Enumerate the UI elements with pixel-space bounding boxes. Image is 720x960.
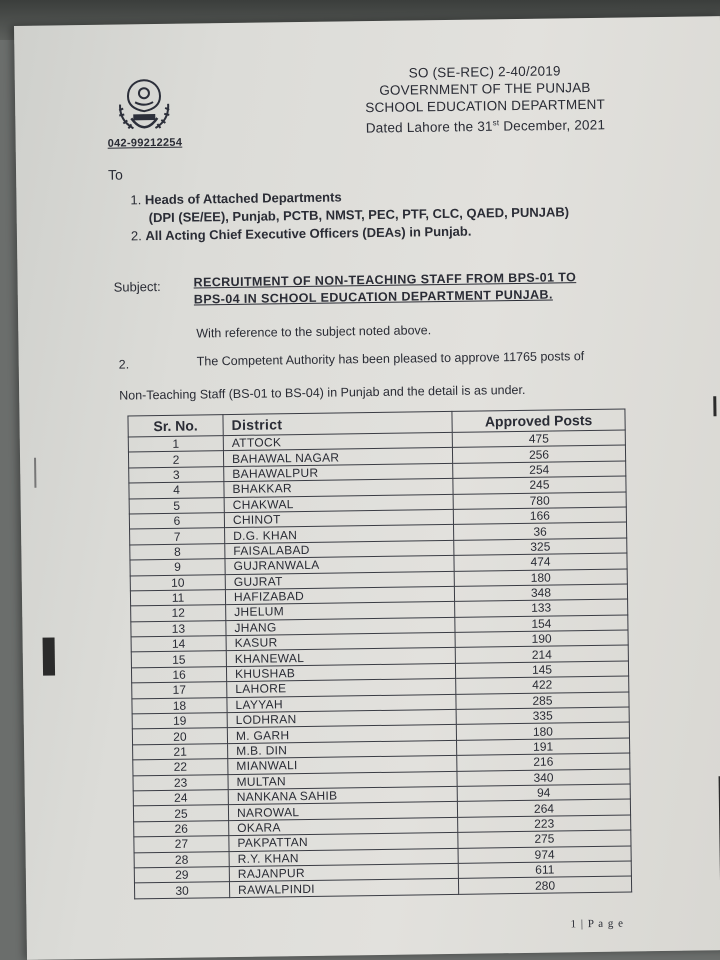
cell-sr-no: 16 [131,666,226,683]
paragraph-number: 2. [118,357,130,372]
cell-approved-posts: 180 [456,722,629,740]
cell-district: GUJRAT [225,571,454,590]
cell-sr-no: 9 [130,559,225,576]
cell-approved-posts: 474 [454,553,627,571]
cell-approved-posts: 285 [456,692,629,710]
government-title: GOVERNMENT OF THE PUNJAB [379,79,591,98]
cell-approved-posts: 254 [453,461,626,479]
cell-district: GUJRANWALA [225,556,454,575]
approved-posts-table [127,409,632,900]
header-sr-no: Sr. No. [128,415,223,437]
cell-district: ATTOCK [223,432,452,451]
cell-approved-posts: 245 [453,476,626,494]
cell-approved-posts: 280 [458,876,631,894]
cell-approved-posts: 36 [454,522,627,540]
department-title: SCHOOL EDUCATION DEPARTMENT [365,96,606,116]
cell-sr-no: 18 [132,697,227,714]
cell-approved-posts: 974 [458,846,631,864]
margin-mark [34,458,36,488]
recipient-2-name: All Acting Chief Executive Officers (DEAs) in Punjab. [145,223,472,244]
cell-sr-no: 8 [130,543,225,560]
cell-district: D.G. KHAN [225,525,454,544]
cell-district: KASUR [226,632,455,651]
cell-approved-posts: 780 [453,492,626,510]
letter-header [355,62,616,137]
cell-district: LODHRAN [227,709,456,728]
cell-district: NANKANA SAHIB [228,786,457,805]
cell-district: MULTAN [228,771,457,790]
cell-approved-posts: 335 [456,707,629,725]
cell-sr-no: 13 [131,620,226,637]
cell-sr-no: 7 [130,528,225,545]
cell-sr-no: 5 [129,497,224,514]
cell-district: MIANWALI [228,756,457,775]
letter-date: Dated Lahore the 31st December, 2021 [365,117,606,136]
cell-approved-posts: 256 [452,445,625,463]
punjab-government-emblem-icon [111,74,178,141]
recipient-1-name: Heads of Attached Departments [144,189,342,208]
cell-sr-no: 2 [128,451,223,468]
cell-approved-posts: 191 [457,738,630,756]
cell-approved-posts: 180 [454,569,627,587]
cell-sr-no: 29 [134,867,229,884]
cell-district: HAFIZABAD [225,586,454,605]
cell-district: KHUSHAB [226,663,455,682]
cell-sr-no: 3 [129,466,224,483]
phone-number: 042-99212254 [107,136,183,150]
cell-district: NAROWAL [228,802,457,821]
header-approved-posts: Approved Posts [452,409,625,432]
approval-paragraph-line1: The Competent Authority has been pleased to approve 11765 posts of [196,349,585,369]
cell-district: M. GARH [227,725,456,744]
cell-district: CHINOT [224,509,453,528]
cell-sr-no: 28 [134,851,229,868]
cell-approved-posts: 275 [458,830,631,848]
cell-district: BHAKKAR [224,479,453,498]
table-body [128,430,631,899]
cell-district: FAISALABAD [225,540,454,559]
cell-approved-posts: 214 [455,645,628,663]
cell-approved-posts: 216 [457,753,630,771]
cell-district: BAHAWALPUR [224,463,453,482]
cell-approved-posts: 611 [458,861,631,879]
cell-sr-no: 23 [133,774,228,791]
recipient-1-detail: (DPI (SE/EE), Punjab, PCTB, NMST, PEC, PTF, CLC, QAED, PUNJAB) [148,204,570,226]
cell-sr-no: 14 [131,636,226,653]
cell-district: LAHORE [227,679,456,698]
cell-sr-no: 6 [129,513,224,530]
cell-approved-posts: 166 [453,507,626,525]
cell-district: BAHAWAL NAGAR [223,448,452,467]
cell-district: OKARA [229,817,458,836]
cell-sr-no: 15 [131,651,226,668]
cell-approved-posts: 264 [457,799,630,817]
cell-approved-posts: 340 [457,769,630,787]
cell-sr-no: 25 [133,805,228,822]
cell-sr-no: 24 [133,790,228,807]
cell-sr-no: 10 [130,574,225,591]
cell-sr-no: 20 [132,728,227,745]
cell-approved-posts: 133 [455,599,628,617]
cell-sr-no: 30 [134,882,229,899]
cell-sr-no: 19 [132,713,227,730]
subject-text: RECRUITMENT OF NON-TEACHING STAFF FROM BPS-01 TO BPS-04 IN SCHOOL EDUCATION DEPARTMENT PUNJAB. [193,270,577,307]
approval-paragraph-line2: Non-Teaching Staff (BS-01 to BS-04) in Punjab and the detail is as under. [119,382,526,403]
cell-approved-posts: 325 [454,538,627,556]
cell-sr-no: 11 [130,590,225,607]
cell-sr-no: 22 [133,759,228,776]
cell-sr-no: 12 [131,605,226,622]
cell-approved-posts: 190 [455,630,628,648]
binder-clip [43,637,56,675]
cell-district: RAJANPUR [229,863,458,882]
reference-line: With reference to the subject noted above. [196,323,432,341]
cell-approved-posts: 475 [452,430,625,448]
cell-approved-posts: 422 [456,676,629,694]
cell-sr-no: 26 [134,820,229,837]
cell-district: JHANG [226,617,455,636]
cell-approved-posts: 223 [458,815,631,833]
cell-district: JHELUM [226,602,455,621]
cell-district: PAKPATTAN [229,833,458,852]
cell-approved-posts: 348 [454,584,627,602]
cell-district: RAWALPINDI [229,879,458,898]
page-number: 1 | P a g e [570,917,625,931]
to-label: To [107,166,123,183]
cell-approved-posts: 94 [457,784,630,802]
recipient-1: 1. Heads of Attached Departments [130,189,342,208]
letter-page [14,16,720,960]
cell-district: M.B. DIN [228,740,457,759]
header-district: District [223,411,452,435]
cell-sr-no: 27 [134,836,229,853]
recipient-2: 2. All Acting Chief Executive Officers (DEAs) in Punjab. [130,223,472,244]
cell-sr-no: 1 [128,436,223,453]
cell-district: CHAKWAL [224,494,453,513]
cell-sr-no: 17 [132,682,227,699]
edge-mark [713,396,716,416]
cell-sr-no: 4 [129,482,224,499]
cell-district: LAYYAH [227,694,456,713]
subject-label: Subject: [113,278,161,295]
cell-district: R.Y. KHAN [229,848,458,867]
cell-approved-posts: 154 [455,615,628,633]
cell-district: KHANEWAL [226,648,455,667]
reference-number: SO (SE-REC) 2-40/2019 [408,63,561,81]
cell-sr-no: 21 [133,743,228,760]
cell-approved-posts: 145 [455,661,628,679]
